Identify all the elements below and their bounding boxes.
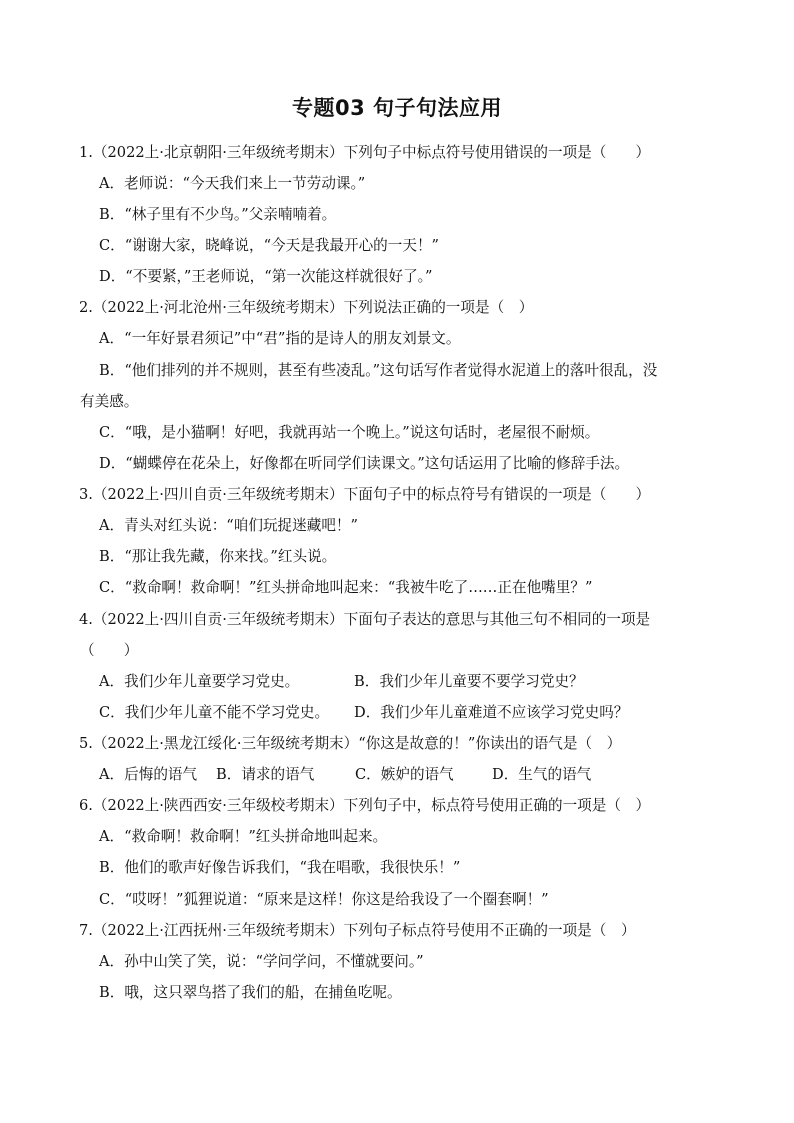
question-6-stem: 6.（2022上·陕西西安·三年级校考期末）下列句子中，标点符号使用正确的一项是（ ） — [79, 797, 651, 814]
question-1-option-c: C．“谢谢大家，晓峰说，“今天是我最开心的一天！” — [99, 237, 440, 254]
question-5-option-d: D．生气的语气 — [492, 766, 592, 783]
question-7-option-a: A．孙中山笑了笑，说：“学问学问，不懂就要问。” — [99, 953, 424, 970]
question-1-option-b: B．“林子里有不少鸟。”父亲喃喃着。 — [99, 206, 337, 223]
question-5-option-b: B．请求的语气 — [216, 766, 315, 783]
question-3-option-b: B．“那让我先藏，你来找。”红头说。 — [99, 548, 337, 565]
question-3-option-c: C．“救命啊！救命啊！”红头拼命地叫起来：“我被牛吃了……正在他嘴里？” — [99, 579, 593, 596]
question-5-stem: 5.（2022上·黑龙江绥化·三年级统考期末）“你这是故意的！”你读出的语气是（ ） — [79, 735, 622, 752]
question-3-stem: 3.（2022上·四川自贡·三年级统考期末）下面句子中的标点符号有错误的一项是（ ） — [79, 486, 651, 503]
question-3-option-a: A．青头对红头说：“咱们玩捉迷藏吧！” — [99, 517, 358, 534]
question-2-option-b: B．“他们排列的并不规则，甚至有些凌乱。”这句话写作者觉得水泥道上的落叶很乱，没 — [99, 362, 658, 379]
question-5-option-c: C．嫉妒的语气 — [355, 766, 454, 783]
question-2-option-a: A．“一年好景君须记”中“君”指的是诗人的朋友刘景文。 — [99, 330, 461, 347]
question-1-option-a: A．老师说：“今天我们来上一节劳动课。” — [99, 175, 366, 192]
question-4-option-a: A．我们少年儿童要学习党史。 — [99, 673, 300, 690]
question-5-option-a: A．后悔的语气 — [99, 766, 198, 783]
question-2-option-b-continued: 有美感。 — [80, 393, 139, 410]
question-1-stem: 1.（2022上·北京朝阳·三年级统考期末）下列句子中标点符号使用错误的一项是（ ） — [79, 144, 651, 161]
question-6-option-c: C．“哎呀！”狐狸说道：“原来是这样！你这是给我设了一个圈套啊！” — [99, 891, 549, 908]
question-6-option-b: B．他们的歌声好像告诉我们，“我在唱歌，我很快乐！” — [99, 859, 461, 876]
question-4-stem: 4.（2022上·四川自贡·三年级统考期末）下面句子表达的意思与其他三句不相同的一项是 — [79, 611, 651, 628]
question-6-option-a: A．“救命啊！救命啊！”红头拼命地叫起来。 — [99, 828, 388, 845]
page-title: 专题03 句子句法应用 — [291, 96, 503, 120]
question-2-option-d: D．“蝴蝶停在花朵上，好像都在听同学们读课文。”这句话运用了比喻的修辞手法。 — [99, 455, 630, 472]
question-7-stem: 7.（2022上·江西抚州·三年级统考期末）下列句子标点符号使用不正确的一项是（ ） — [79, 922, 636, 939]
question-1-option-d: D．“不要紧，”王老师说，“第一次能这样就很好了。” — [99, 268, 433, 285]
question-2-option-c: C．“哦，是小猫啊！好吧，我就再站一个晚上。”说这句话时，老屋很不耐烦。 — [99, 424, 600, 441]
question-4-option-d: D．我们少年儿童难道不应该学习党史吗？ — [354, 704, 629, 721]
question-2-stem: 2.（2022上·河北沧州·三年级统考期末）下列说法正确的一项是（ ） — [79, 299, 534, 316]
question-7-option-b: B．哦，这只翠鸟搭了我们的船，在捕鱼吃呢。 — [99, 984, 402, 1001]
question-4-stem-continued: （ ） — [80, 642, 139, 659]
question-4-option-c: C．我们少年儿童不能不学习党史。 — [99, 704, 330, 721]
question-4-option-b: B．我们少年儿童要不要学习党史？ — [354, 673, 584, 690]
